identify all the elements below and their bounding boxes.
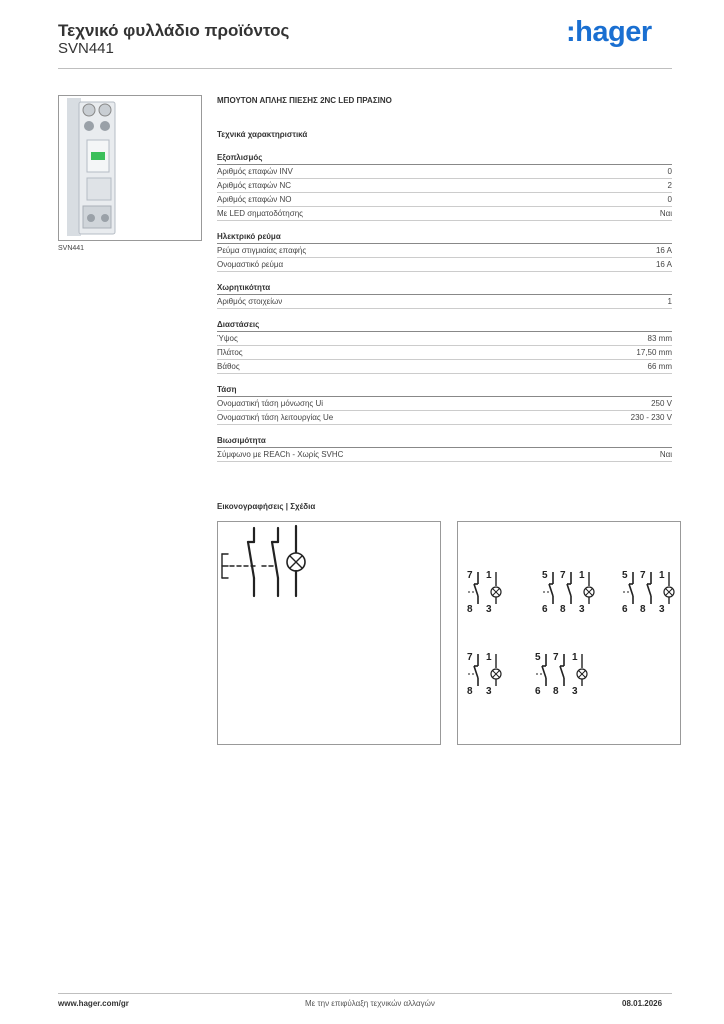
section-title: Βιωσιμότητα <box>217 435 672 448</box>
hager-logo: :hager <box>566 16 652 48</box>
terminal-label: 5 <box>622 570 628 581</box>
spec-row <box>217 411 672 425</box>
spec-label: Ονομαστική τάση λειτουργίας Ue <box>217 413 334 422</box>
terminal-label: 7 <box>553 652 559 663</box>
terminal-label: 3 <box>572 686 578 697</box>
terminal-label: 7 <box>560 570 566 581</box>
spec-row <box>217 448 672 462</box>
terminal-label: 1 <box>486 652 492 663</box>
terminal-label: 6 <box>622 604 628 615</box>
terminal-label: 8 <box>467 686 473 697</box>
terminal-label: 7 <box>467 652 473 663</box>
spec-row <box>217 295 672 309</box>
footer-notice: Με την επιφύλαξη τεχνικών αλλαγών <box>305 999 435 1008</box>
schematic-diagram <box>217 521 441 745</box>
spec-sections <box>217 152 672 462</box>
spec-value: 230 - 230 V <box>630 413 672 422</box>
spec-label: Ύψος <box>217 334 238 343</box>
spec-label: Αριθμός επαφών INV <box>217 167 293 176</box>
spec-label: Με LED σηματοδότησης <box>217 209 303 218</box>
spec-row <box>217 193 672 207</box>
spec-label: Σύμφωνο με REACh - Χωρίς SVHC <box>217 450 344 459</box>
spec-value: 0 <box>667 167 672 176</box>
terminal-label: 3 <box>486 604 492 615</box>
terminal-label: 7 <box>640 570 646 581</box>
spec-section <box>217 282 672 309</box>
terminal-label: 5 <box>535 652 541 663</box>
wiring-diagrams <box>457 521 681 745</box>
spec-row <box>217 360 672 374</box>
spec-value: Ναι <box>659 450 672 459</box>
spec-row <box>217 244 672 258</box>
terminal-label: 3 <box>579 604 585 615</box>
product-title: ΜΠΟΥΤΟΝ ΑΠΛΗΣ ΠΙΕΣΗΣ 2NC LED ΠΡΑΣΙΝΟ <box>217 96 392 105</box>
terminal-label: 8 <box>553 686 559 697</box>
terminal-label: 7 <box>467 570 473 581</box>
section-title: Τάση <box>217 384 672 397</box>
section-title: Διαστάσεις <box>217 319 672 332</box>
footer-divider <box>58 993 672 994</box>
terminal-label: 6 <box>542 604 548 615</box>
section-title: Εξοπλισμός <box>217 152 672 165</box>
spec-section <box>217 384 672 425</box>
product-code: SVN441 <box>58 40 114 57</box>
section-title: Χωρητικότητα <box>217 282 672 295</box>
spec-label: Αριθμός επαφών NC <box>217 181 292 190</box>
spec-section <box>217 319 672 374</box>
footer-date: 08.01.2026 <box>622 999 663 1008</box>
spec-panel <box>217 96 672 472</box>
spec-label: Ρεύμα στιγμιαίας επαφής <box>217 246 307 255</box>
spec-value: 0 <box>667 195 672 204</box>
spec-value: Ναι <box>659 209 672 218</box>
terminal-label: 8 <box>640 604 646 615</box>
terminal-label: 8 <box>467 604 473 615</box>
photo-caption: SVN441 <box>58 245 85 252</box>
spec-value: 250 V <box>651 399 672 408</box>
spec-row <box>217 397 672 411</box>
spec-label: Βάθος <box>217 362 240 371</box>
spec-value: 83 mm <box>647 334 672 343</box>
spec-label: Πλάτος <box>217 348 243 357</box>
spec-value: 16 A <box>655 260 672 269</box>
spec-row <box>217 207 672 221</box>
spec-section <box>217 435 672 462</box>
spec-section <box>217 152 672 221</box>
terminal-label: 1 <box>579 570 585 581</box>
spec-label: Ονομαστική τάση μόνωσης Ui <box>217 399 324 408</box>
spec-value: 2 <box>667 181 672 190</box>
terminal-label: 3 <box>486 686 492 697</box>
terminal-label: 3 <box>659 604 665 615</box>
spec-row <box>217 179 672 193</box>
spec-value: 1 <box>667 297 672 306</box>
spec-row <box>217 165 672 179</box>
spec-row <box>217 346 672 360</box>
terminal-label: 8 <box>560 604 566 615</box>
specs-heading: Τεχνικά χαρακτηριστικά <box>217 130 308 139</box>
terminal-label: 6 <box>535 686 541 697</box>
terminal-label: 1 <box>486 570 492 581</box>
spec-label: Αριθμός επαφών NO <box>217 195 292 204</box>
spec-row <box>217 258 672 272</box>
page-title: Τεχνικό φυλλάδιο προϊόντος <box>58 21 290 40</box>
section-title: Ηλεκτρικό ρεύμα <box>217 231 672 244</box>
spec-value: 66 mm <box>647 362 672 371</box>
terminal-label: 5 <box>542 570 548 581</box>
spec-row <box>217 332 672 346</box>
illustrations-heading: Εικονογραφήσεις | Σχέδια <box>217 502 316 511</box>
spec-label: Ονομαστικό ρεύμα <box>217 260 284 269</box>
product-photo <box>58 95 202 241</box>
header-divider <box>58 68 672 69</box>
terminal-label: 1 <box>572 652 578 663</box>
spec-value: 17,50 mm <box>636 348 672 357</box>
spec-section <box>217 231 672 272</box>
footer-website[interactable]: www.hager.com/gr <box>58 999 129 1008</box>
terminal-label: 1 <box>659 570 665 581</box>
spec-value: 16 A <box>655 246 672 255</box>
spec-label: Αριθμός στοιχείων <box>217 297 283 306</box>
